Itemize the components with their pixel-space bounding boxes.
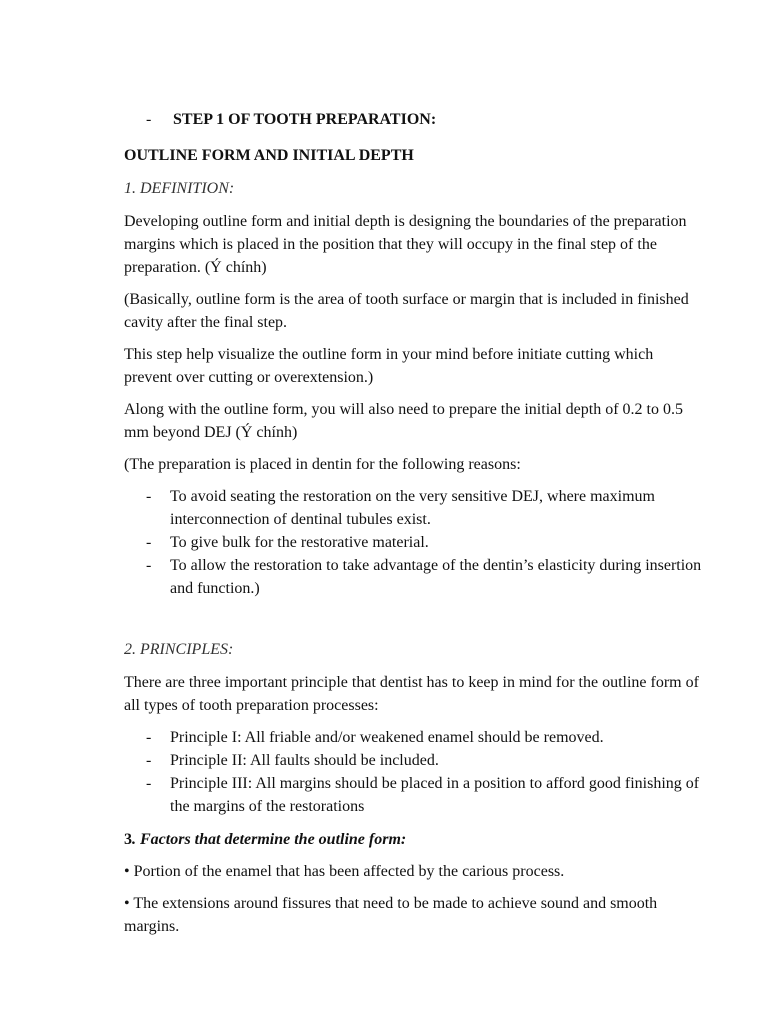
document-title: OUTLINE FORM AND INITIAL DEPTH (124, 147, 414, 164)
paragraph-initial-depth: Along with the outline form, you will also need to prepare the initial depth of 0.2 to 0.5 mm beyond DEJ (Ý chính) (124, 401, 683, 441)
list-item (146, 531, 704, 554)
document-page (124, 108, 704, 947)
paragraph-basically: (Basically, outline form is the area of tooth surface or margin that is included in finished cavity after the final step. (124, 291, 689, 331)
dash-bullet: - (146, 488, 152, 505)
dash-bullet: - (146, 557, 152, 574)
list-item (146, 554, 704, 600)
dash-bullet: - (146, 775, 152, 792)
principles-list (124, 726, 704, 818)
list-item-text: To give bulk for the restorative material. (170, 534, 429, 551)
section-heading-definition: 1. DEFINITION: (124, 180, 235, 197)
step-heading (124, 108, 704, 131)
reasons-list (124, 485, 704, 600)
list-item (146, 485, 704, 531)
section-heading-text: . Factors that determine the outline form: (132, 831, 407, 848)
dash-bullet: - (146, 111, 152, 128)
list-item-text: Principle I: All friable and/or weakened enamel should be removed. (170, 729, 604, 746)
paragraph-factor-enamel: • Portion of the enamel that has been affected by the carious process. (124, 863, 565, 880)
paragraph-reasons-intro: (The preparation is placed in dentin for the following reasons: (124, 456, 521, 473)
list-item-text: Principle III: All margins should be placed in a position to afford good finishing of the margins of the restorations (170, 775, 700, 815)
list-item-text: To avoid seating the restoration on the very sensitive DEJ, where maximum interconnection of dentinal tubules exist. (170, 488, 655, 528)
section-number: 3 (124, 831, 132, 848)
paragraph-definition: Developing outline form and initial depth is designing the boundaries of the preparation margins which is placed in the position that they will occupy in the final step of the preparation. (Ý chính) (124, 213, 687, 276)
dash-bullet: - (146, 534, 152, 551)
list-item (146, 726, 704, 749)
section-heading-principles: 2. PRINCIPLES: (124, 641, 234, 658)
dash-bullet: - (146, 729, 152, 746)
dash-bullet: - (146, 752, 152, 769)
list-item-text: To allow the restoration to take advantage of the dentin’s elasticity during insertion and function.) (170, 557, 702, 597)
list-item (146, 749, 704, 772)
paragraph-principles-intro: There are three important principle that dentist has to keep in mind for the outline form of all types of tooth preparation processes: (124, 674, 699, 714)
paragraph-factor-extensions: • The extensions around fissures that need to be made to achieve sound and smooth margins. (124, 895, 658, 935)
section-heading-factors (124, 828, 704, 851)
paragraph-visualize: This step help visualize the outline form in your mind before initiate cutting which prevent over cutting or overextension.) (124, 346, 654, 386)
list-item (146, 772, 704, 818)
spacer (124, 610, 704, 638)
step-heading-text: STEP 1 OF TOOTH PREPARATION: (173, 111, 437, 128)
list-item-text: Principle II: All faults should be included. (170, 752, 439, 769)
